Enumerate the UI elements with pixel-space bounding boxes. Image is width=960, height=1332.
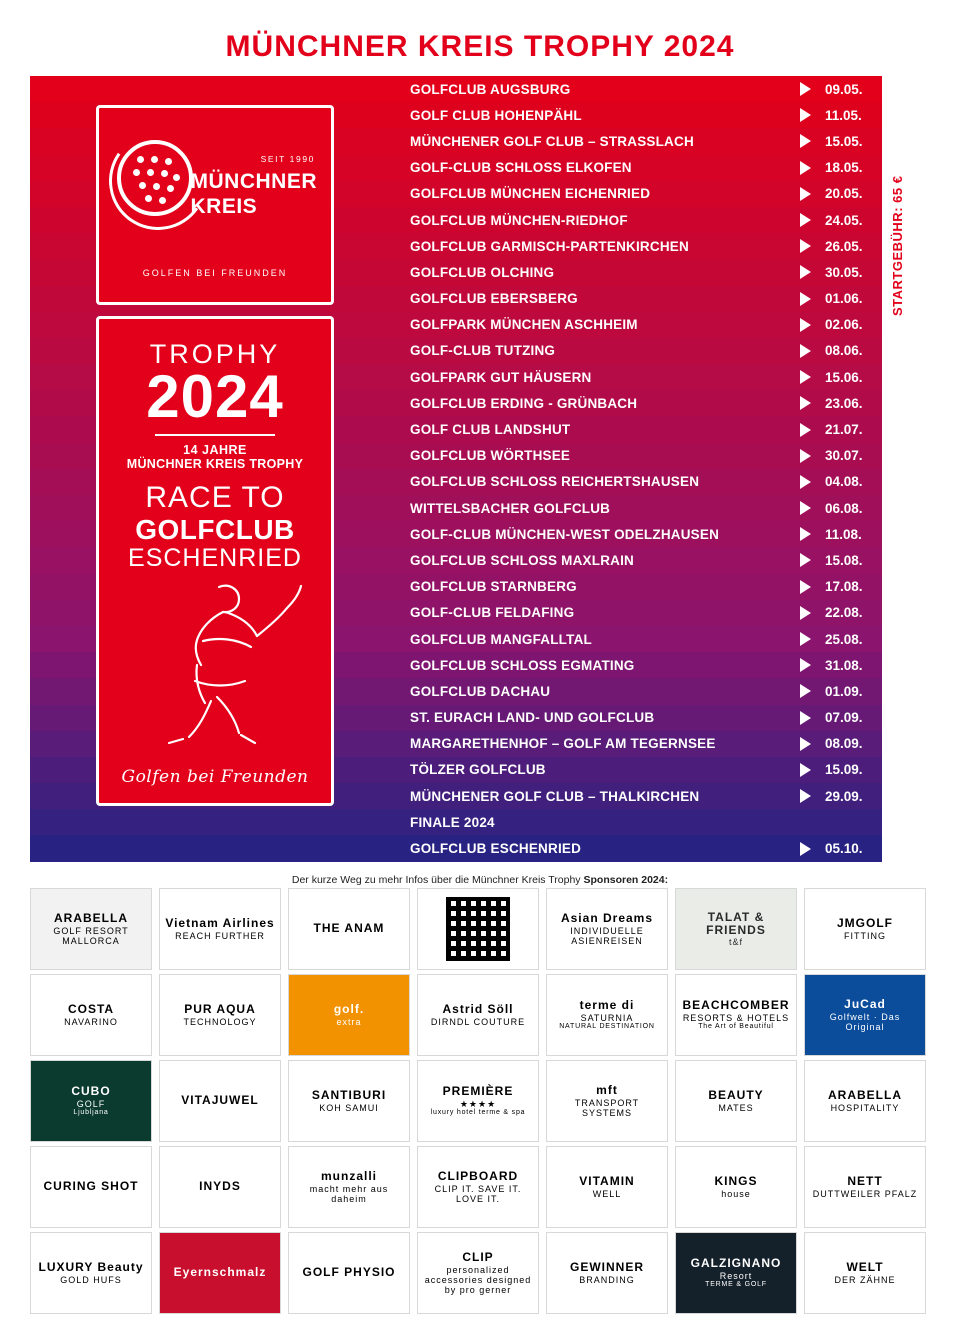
talat-friends-logo[interactable] [675,888,797,970]
schedule-date: 30.05. [825,264,863,280]
sponsor-note-prefix: Der kurze Weg zu mehr Infos über die Münchner Kreis Trophy [291,874,584,886]
arrow-right-icon [800,344,811,358]
sponsor-label-line: HOSPITALITY [830,1102,900,1113]
sponsor-label [714,1175,757,1199]
schedule-date: 09.05. [825,81,863,97]
sponsor-label-line: GOLF [76,1098,106,1109]
sponsor-label-line: The Art of Beautiful [698,1022,774,1030]
schedule-club-name: GOLFPARK GUT HÄUSERN [410,369,592,385]
golf-ball-icon [117,140,193,216]
arrow-right-icon [800,449,811,463]
sponsor-label-line: TRANSPORT SYSTEMS [574,1097,640,1118]
schedule-date: 22.08. [825,605,863,621]
arrow-right-icon [800,396,811,410]
trophy-race-line: RACE TO [145,481,285,514]
sponsor-label [302,1266,395,1279]
schedule-row-finale [30,809,882,835]
arrow-right-icon [800,501,811,515]
arrow-right-icon [800,580,811,594]
golfer-illustration [99,569,334,749]
sponsor-label-line: INYDS [199,1179,241,1194]
logo-since-text: SEIT 1990 [260,154,315,164]
sponsor-label [691,1257,782,1288]
sponsor-label [551,912,663,946]
gewinner-branding-logo[interactable] [546,1232,668,1314]
sponsor-grid [30,888,930,1314]
trophy-event-line: MÜNCHNER KREIS TROPHY [126,457,304,471]
beauty-mates-logo[interactable] [675,1060,797,1142]
schedule-date: 21.07. [825,422,863,438]
sponsor-label-line: JMGOLF [837,916,893,931]
trophy-poster-panel [96,316,334,806]
vitajuwel-logo[interactable] [159,1060,281,1142]
luxury-beauty-logo[interactable] [30,1232,152,1314]
sponsor-label-line: CLIP [462,1250,494,1265]
trophy-years-line: 14 JAHRE [183,443,247,457]
schedule-row [30,76,882,102]
sponsor-label-line: GOLD HUFS [60,1274,122,1285]
sponsor-label-line: WELT [846,1260,884,1275]
cubo-golf-logo[interactable] [30,1060,152,1142]
schedule-club-name: GOLFCLUB SCHLOSS REICHERTSHAUSEN [410,474,700,490]
sponsor-label-line: LUXURY Beauty [38,1260,144,1275]
arrow-right-icon [800,108,811,122]
entry-fee-label: STARTGEBÜHR: 65 € [890,175,905,316]
sponsor-label-line: INDIVIDUELLE ASIENREISEN [570,925,644,946]
arrow-right-icon [800,553,811,567]
sponsor-label-line: MATES [718,1102,754,1113]
schedule-date: 15.08. [825,552,863,568]
sponsor-label-line: SANTIBURI [311,1088,387,1103]
sponsor-label-line: personalized accessories designed by pro gerner [424,1264,532,1295]
sponsor-label-line: SATURNIA [580,1012,634,1023]
golf-physio-logo[interactable] [288,1232,410,1314]
trophy-year: 2024 [146,363,284,430]
schedule-date: 26.05. [825,238,863,254]
vitamin-well-logo[interactable] [546,1146,668,1228]
arrow-right-icon [800,711,811,725]
sponsor-label-line: house [721,1188,751,1199]
sponsor-label-line: COSTA [67,1002,115,1017]
sponsor-label [579,1175,634,1199]
schedule-club-name: GOLF CLUB LANDSHUT [410,422,571,438]
sponsor-label-line: GEWINNER [570,1260,644,1275]
sponsor-label-line: PUR AQUA [184,1002,256,1017]
schedule-club-name: WITTELSBACHER GOLFCLUB [410,500,611,516]
golf-extra-logo[interactable] [288,974,410,1056]
astrid-soell-logo[interactable] [417,974,539,1056]
arrow-right-icon [800,606,811,620]
sponsor-label-line: Asian Dreams [560,911,654,926]
arabella-hospitality-logo[interactable] [804,1060,926,1142]
sponsor-label [334,1003,364,1027]
arrow-right-icon [800,82,811,96]
sponsor-label [422,1251,534,1295]
sponsor-label [181,1094,258,1107]
sponsor-label-line: golf. [333,1002,365,1017]
schedule-club-name: GOLFCLUB SCHLOSS MAXLRAIN [410,552,634,568]
schedule-date: 20.05. [825,186,863,202]
sponsor-label-line: extra [336,1016,362,1027]
clip-accessories-logo[interactable] [417,1232,539,1314]
sponsor-label-line: PREMIÈRE [442,1084,514,1099]
inyds-logo[interactable] [159,1146,281,1228]
arabella-golf-logo[interactable] [30,888,152,970]
sponsor-label-line: NAVARINO [64,1016,118,1027]
divider [155,434,275,436]
sponsor-label-line: munzalli [320,1169,377,1184]
sponsor-label-line: luxury hotel terme & spa [430,1108,526,1116]
sponsor-label-line: CUBO [71,1084,111,1099]
arrow-right-icon [800,213,811,227]
jmgolf-fitting-logo[interactable] [804,888,926,970]
sponsor-note [0,874,960,886]
schedule-club-name: GOLFCLUB ESCHENRIED [410,841,582,857]
sponsor-label-line: Astrid Söll [442,1002,514,1017]
beachcomber-logo[interactable] [675,974,797,1056]
qr-code[interactable] [417,888,539,970]
the-anam-logo[interactable] [288,888,410,970]
schedule-date: 07.09. [825,710,863,726]
logo-wordmark-line1: MÜNCHNER [190,170,317,193]
schedule-club-name: GOLFCLUB SCHLOSS EGMATING [410,657,635,673]
jucad-logo[interactable] [804,974,926,1056]
sponsor-label [293,1170,405,1204]
sponsor-label-line: DUTTWEILER PFALZ [812,1188,918,1199]
schedule-date: 29.09. [825,788,863,804]
sponsor-label-line: REACH FURTHER [175,930,265,941]
sponsor-label-line: BEACHCOMBER [682,998,790,1013]
sponsor-label-line: KOH SAMUI [319,1102,379,1113]
schedule-date: 05.10. [825,841,863,857]
santiburi-logo[interactable] [288,1060,410,1142]
schedule-row [30,835,882,861]
schedule-date: 30.07. [825,448,863,464]
clipboard-logo[interactable] [417,1146,539,1228]
arrow-right-icon [800,475,811,489]
sponsor-label [64,1003,118,1027]
schedule-date: 31.08. [825,657,863,673]
sponsor-label-line: DER ZÄHNE [834,1274,896,1285]
schedule-club-name: GOLF-CLUB FELDAFING [410,605,575,621]
sponsor-label [199,1180,241,1193]
sponsor-label [680,911,792,948]
schedule-club-name: GOLFCLUB WÖRTHSEE [410,448,571,464]
sponsor-label-line: RESORTS & HOTELS [682,1012,790,1023]
sponsor-label [174,1266,267,1279]
sponsor-label-line: BRANDING [579,1274,635,1285]
schedule-club-name: TÖLZER GOLFCLUB [410,762,546,778]
schedule-club-name: GOLFCLUB AUGSBURG [410,81,571,97]
schedule-club-name: GOLF CLUB HOHENPÄHL [410,107,582,123]
arrow-right-icon [800,161,811,175]
eyernschmalz-logo[interactable] [159,1232,281,1314]
sponsor-label [813,1175,918,1199]
sponsor-note-bold: Sponsoren 2024: [583,874,669,886]
sponsor-label [559,999,655,1030]
schedule-date: 25.08. [825,631,863,647]
schedule-date: 18.05. [825,160,863,176]
vietnam-airlines-logo[interactable] [159,888,281,970]
sponsor-label-line: VITAJUWEL [181,1093,259,1108]
sponsor-label-line: ARABELLA [828,1088,902,1103]
sponsor-label-line: GOLF PHYSIO [302,1265,396,1280]
sponsor-label-line: NETT [847,1174,883,1189]
arrow-right-icon [800,632,811,646]
munzalli-logo[interactable] [288,1146,410,1228]
sponsor-label-line: Golfwelt · Das Original [829,1011,901,1032]
sponsor-label-line: THE ANAM [313,921,385,936]
arrow-right-icon [800,370,811,384]
schedule-date: 04.08. [825,474,863,490]
schedule-club-name: GOLFCLUB MÜNCHEN-RIEDHOF [410,212,628,228]
schedule-club-name: GOLFCLUB ERDING - GRÜNBACH [410,395,638,411]
arrow-right-icon [800,239,811,253]
terme-di-saturnia-logo[interactable] [546,974,668,1056]
schedule-club-name: GOLFCLUB MÜNCHEN EICHENRIED [410,186,651,202]
kings-house-logo[interactable] [675,1146,797,1228]
schedule-date: 08.06. [825,343,863,359]
schedule-date: 01.06. [825,291,863,307]
trophy-club-line: GOLFCLUB [135,514,295,545]
pur-aqua-logo[interactable] [159,974,281,1056]
sponsor-label [314,922,385,935]
schedule-club-name: GOLF-CLUB SCHLOSS ELKOFEN [410,160,632,176]
galzignano-resort-logo[interactable] [675,1232,797,1314]
sponsor-label-line: WELL [592,1188,622,1199]
schedule-date: 11.05. [825,107,862,123]
sponsor-label [44,1180,139,1193]
schedule-date: 06.08. [825,500,863,516]
sponsor-label-line: Resort [719,1270,753,1281]
sponsor-label-line: GOLF RESORT MALLORCA [53,925,129,946]
sponsor-label [708,1089,763,1113]
arrow-right-icon [800,684,811,698]
schedule-club-name: MÜNCHENER GOLF CLUB – THALKIRCHEN [410,788,700,804]
trophy-word: TROPHY [149,339,281,369]
sponsor-label [431,1085,526,1116]
sponsor-label [38,1261,143,1285]
schedule-date: 08.09. [825,736,863,752]
sponsor-label-line: ★★★★ [459,1098,497,1109]
schedule-club-name: GOLFCLUB MANGFALLTAL [410,631,592,647]
schedule-date: 15.09. [825,762,863,778]
logo-tagline: GOLFEN BEI FREUNDEN [142,268,288,278]
muenchner-kreis-logo [96,105,334,305]
schedule-club-name: GOLF-CLUB MÜNCHEN-WEST ODELZHAUSEN [410,526,720,542]
trophy-club-line2: ESCHENRIED [128,544,302,573]
sponsor-label-line: terme di [579,998,635,1013]
arrow-right-icon [800,789,811,803]
schedule-club-name: GOLFCLUB STARNBERG [410,579,577,595]
sponsor-label-line: t&f [728,937,743,948]
asian-dreams-logo[interactable] [546,888,668,970]
sponsor-label-line: FITTING [844,930,886,941]
qr-code-image[interactable] [446,897,510,961]
schedule-club-name: ST. EURACH LAND- UND GOLFCLUB [410,710,655,726]
arrow-right-icon [800,763,811,777]
schedule-club-name: GOLFCLUB EBERSBERG [410,291,578,307]
schedule-club-name: GOLFCLUB OLCHING [410,264,555,280]
schedule-club-name: GOLFCLUB DACHAU [410,683,551,699]
schedule-club-name: GOLF-CLUB TUTZING [410,343,556,359]
schedule-date: 11.08. [825,526,862,542]
arrow-right-icon [800,292,811,306]
mft-logo[interactable] [546,1060,668,1142]
schedule-date: 23.06. [825,395,863,411]
sponsor-label-line: TECHNOLOGY [183,1016,257,1027]
arrow-right-icon [800,658,811,672]
sponsor-label-line: DIRNDL COUTURE [430,1016,526,1027]
arrow-right-icon [800,187,811,201]
sponsor-label [828,1089,902,1113]
sponsor-label-line: mft [596,1083,618,1098]
schedule-club-name: MÜNCHENER GOLF CLUB – STRASSLACH [410,133,694,149]
schedule-club-name: GOLFCLUB GARMISCH-PARTENKIRCHEN [410,238,689,254]
arrow-right-icon [800,842,811,856]
sponsor-label-line: macht mehr aus daheim [309,1183,389,1204]
sponsor-label-line: TERME & GOLF [705,1280,767,1288]
sponsor-label-line: BEAUTY [708,1088,764,1103]
sponsor-label [551,1084,663,1118]
curing-shot-logo[interactable] [30,1146,152,1228]
logo-wordmark [191,170,318,220]
arrow-right-icon [800,265,811,279]
arrow-right-icon [800,423,811,437]
schedule-date: 24.05. [825,212,863,228]
sponsor-label-line: KINGS [714,1174,758,1189]
schedule-date: 15.05. [825,133,863,149]
arrow-right-icon [800,737,811,751]
sponsor-label [312,1089,386,1113]
schedule-date: 17.08. [825,579,863,595]
sponsor-label [165,917,274,941]
sponsor-label [809,998,921,1032]
golf-ball-dimples [133,156,185,208]
sponsor-label-line: NATURAL DESTINATION [559,1022,655,1030]
sponsor-label-line: ARABELLA [54,911,128,926]
sponsor-label [183,1003,256,1027]
trophy-script-line: Golfen bei Freunden [121,767,309,787]
schedule-date: 02.06. [825,317,863,333]
arrow-right-icon [800,527,811,541]
sponsor-label [35,912,147,946]
sponsor-label [834,1261,895,1285]
sponsor-label [431,1003,525,1027]
sponsor-label-line: CLIP IT. SAVE IT. LOVE IT. [434,1183,522,1204]
sponsor-label-line: JuCad [844,997,886,1012]
schedule-date: 15.06. [825,369,863,385]
nett-duttweiler-logo[interactable] [804,1146,926,1228]
sponsor-label-line: Eyernschmalz [173,1265,267,1280]
sponsor-label [570,1261,644,1285]
schedule-club-name: FINALE 2024 [410,814,495,830]
premiere-logo[interactable] [417,1060,539,1142]
sponsor-label [422,1170,534,1204]
schedule-club-name: GOLFPARK MÜNCHEN ASCHHEIM [410,317,638,333]
schedule-date: 01.09. [825,683,863,699]
sponsor-label-line: TALAT & FRIENDS [706,909,766,937]
arrow-right-icon [800,318,811,332]
costa-navarino-logo[interactable] [30,974,152,1056]
sponsor-label [837,917,893,941]
schedule-club-name: MARGARETHENHOF – GOLF AM TEGERNSEE [410,736,716,752]
welt-der-zaehne-logo[interactable] [804,1232,926,1314]
sponsor-label [683,999,790,1030]
sponsor-label-line: VITAMIN [579,1174,635,1189]
page-title: MÜNCHNER KREIS TROPHY 2024 [225,30,735,63]
sponsor-label-line: Ljubljana [73,1108,109,1116]
sponsor-label-line: CLIPBOARD [437,1169,519,1184]
logo-wordmark-line2: KREIS [190,194,258,218]
sponsor-label-line: GALZIGNANO [690,1256,782,1271]
sponsor-label [71,1085,110,1116]
sponsor-label-line: CURING SHOT [43,1179,139,1194]
left-logo-panel [96,105,334,806]
arrow-right-icon [800,134,811,148]
sponsor-label-line: Vietnam Airlines [165,916,275,931]
